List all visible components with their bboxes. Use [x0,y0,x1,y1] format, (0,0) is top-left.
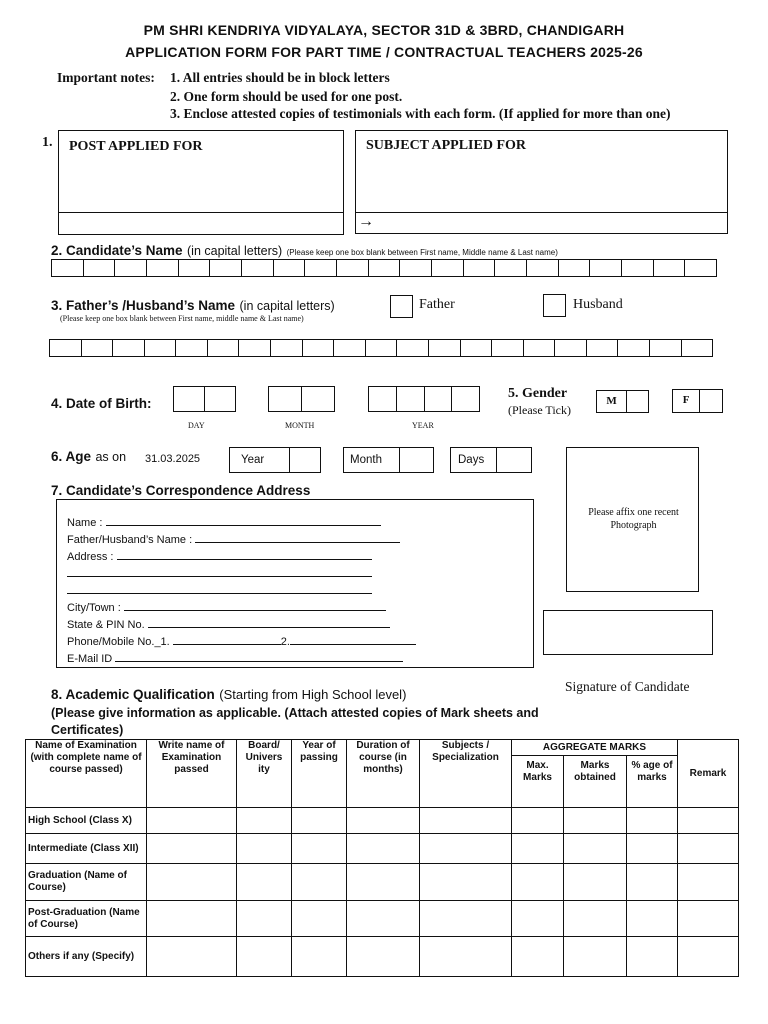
dob-day-caption: DAY [188,421,205,430]
address-blank-row-1 [67,566,372,580]
dob-day-boxes[interactable] [173,386,236,412]
address-phone-row: Phone/Mobile No._1. 2. [67,634,416,648]
dob-label: 4. Date of Birth: [51,396,152,411]
note-item-3: 3. Enclose attested copies of testimonials with each form. (If applied for more than one) [170,106,671,121]
row-label-post-graduation: Post-Graduation (Name of Course) [26,901,147,937]
col-name-of-exam: Name of Examination (with complete name of course passed) [26,740,147,808]
table-row [26,808,739,834]
age-year-label: Year [230,448,290,472]
husband-option-label: Husband [573,297,623,312]
gender-female-box[interactable] [672,389,723,413]
col-remark: Remark [678,740,739,808]
signature-box[interactable] [543,610,713,655]
address-blank-row-2 [67,583,372,597]
academic-heading: 8. Academic Qualification (Starting from High School level) [51,687,407,702]
row-label-high-school: High School (Class X) [26,808,147,834]
arrow-icon: → [358,213,374,230]
form-title-line2: APPLICATION FORM FOR PART TIME / CONTRACTUAL TEACHERS 2025-26 [125,44,643,60]
note-item-2: 2. One form should be used for one post. [170,89,403,104]
post-applied-box[interactable] [58,130,344,213]
dob-year-boxes[interactable] [368,386,480,412]
dob-month-boxes[interactable] [268,386,335,412]
form-title-line1: PM SHRI KENDRIYA VIDYALAYA, SECTOR 31D & 3BRD, CHANDIGARH [143,22,625,38]
age-days-label: Days [451,448,497,472]
age-days-box[interactable] [450,447,532,473]
col-year: Year of passing [292,740,347,808]
section1-number: 1. [42,135,53,150]
gender-label: 5. Gender [508,386,568,401]
candidate-name-heading: 2. Candidate’s Name (in capital letters) (Please keep one box blank between First name, Middle name & Last name) [51,243,558,258]
gender-female-label: F [673,390,700,412]
signature-label: Signature of Candidate [565,679,690,694]
row-label-graduation: Graduation (Name of Course) [26,864,147,901]
table-row [26,901,739,937]
address-city-row: City/Town : [67,600,386,614]
photo-box[interactable] [566,447,699,592]
academic-note: (Please give information as applicable. (Attach attested copies of Mark sheets and Certificates) [51,706,539,737]
address-email-row: E-Mail ID [67,651,403,665]
col-write-name: Write name of Examination passed [147,740,237,808]
husband-checkbox[interactable] [543,294,566,317]
address-box[interactable] [56,499,534,668]
row-label-others: Others if any (Specify) [26,937,147,977]
father-option-label: Father [419,297,455,312]
address-state-row: State & PIN No. [67,617,390,631]
father-checkbox[interactable] [390,295,413,318]
subject-applied-field[interactable] [355,212,728,234]
gender-sub: (Please Tick) [508,403,571,417]
post-applied-label: POST APPLIED FOR [69,139,203,154]
age-month-box[interactable] [343,447,434,473]
note-item-1: 1. All entries should be in block letters [170,70,390,85]
col-duration: Duration of course (in months) [347,740,420,808]
subject-applied-box[interactable] [355,130,728,213]
age-reference-date: 31.03.2025 [145,453,201,465]
notes-title: Important notes: [57,70,155,85]
gender-male-box[interactable] [596,390,649,413]
post-applied-field[interactable] [58,212,344,235]
address-name-row: Name : [67,515,381,529]
address-address-row: Address : [67,549,372,563]
col-subjects: Subjects / Specialization [420,740,512,808]
photo-instruction: Please affix one recent Photograph [588,507,679,531]
col-percentage: % age of marks [627,756,678,808]
age-heading: 6. Age as on [51,449,127,464]
father-name-boxes[interactable] [49,339,713,357]
dob-year-caption: YEAR [412,421,434,430]
col-aggregate: AGGREGATE MARKS [512,740,678,756]
row-label-intermediate: Intermediate (Class XII) [26,834,147,864]
father-name-note: (Please keep one box blank between First name, middle name & Last name) [60,314,304,323]
table-row [26,864,739,901]
table-row [26,834,739,864]
father-name-heading: 3. Father’s /Husband’s Name (in capital letters) [51,298,335,313]
gender-male-label: M [597,391,627,412]
col-board: Board/ Univers ity [237,740,292,808]
subject-applied-label: SUBJECT APPLIED FOR [366,138,526,153]
address-father-row: Father/Husband’s Name : [67,532,400,546]
table-row [26,937,739,977]
age-month-label: Month [344,448,400,472]
age-year-box[interactable] [229,447,321,473]
col-max-marks: Max. Marks [512,756,564,808]
col-marks-obtained: Marks obtained [564,756,627,808]
academic-table [25,739,739,977]
candidate-name-boxes[interactable] [51,259,717,277]
address-heading: 7. Candidate’s Correspondence Address [51,483,311,498]
dob-month-caption: MONTH [285,421,315,430]
